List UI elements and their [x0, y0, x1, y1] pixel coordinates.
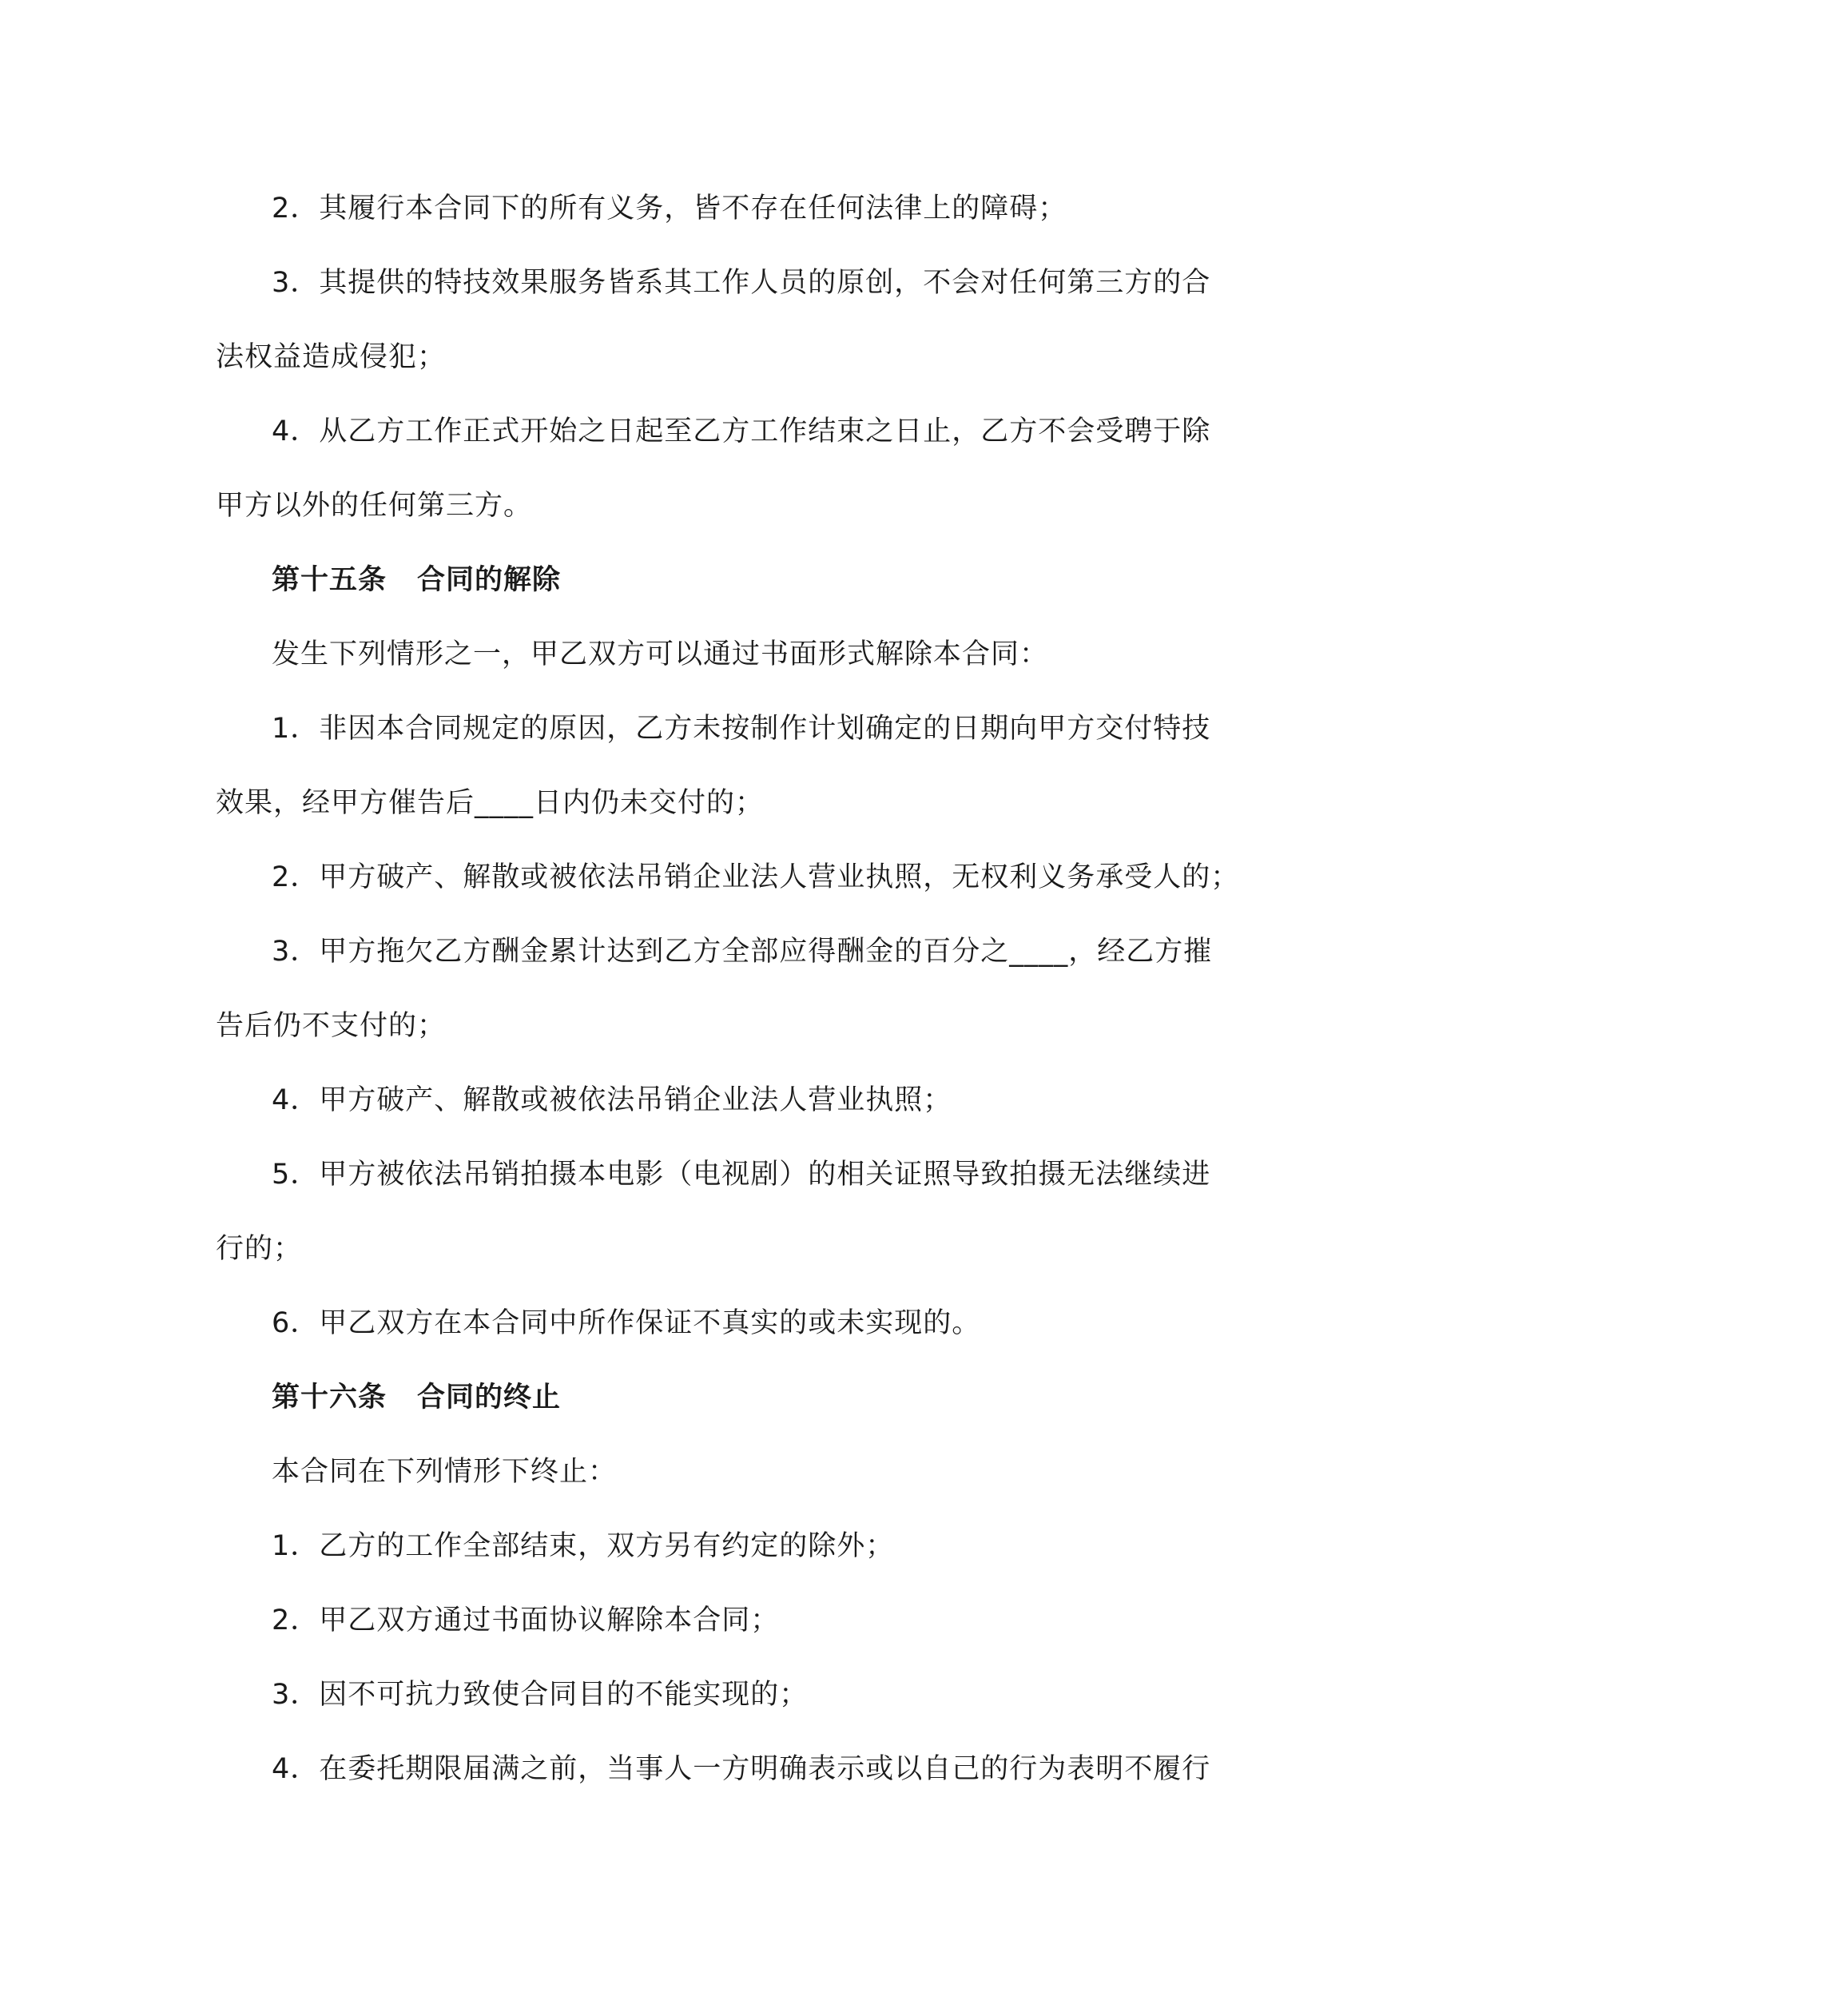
document-body: [216, 181, 1240, 1815]
paragraph-line: 5．甲方被依法吊销拍摄本电影（电视剧）的相关证照导致拍摄无法继续进: [272, 1159, 1211, 1191]
paragraph-continuation: 法权益造成侵犯；: [216, 341, 447, 373]
paragraph-line: 4．甲方破产、解散或被依法吊销企业法人营业执照；: [272, 1084, 952, 1116]
paragraph-line: 3．因不可抗力致使合同目的不能实现的；: [272, 1679, 809, 1711]
paragraph-line: 2．其履行本合同下的所有义务，皆不存在任何法律上的障碍；: [272, 193, 1067, 225]
article-number: 第十五条: [272, 564, 387, 596]
paragraph-line: 4．在委托期限届满之前，当事人一方明确表示或以自己的行为表明不履行: [272, 1753, 1211, 1785]
paragraph-line: 发生下列情形之一，甲乙双方可以通过书面形式解除本合同：: [272, 638, 1049, 670]
paragraph-line: 1．乙方的工作全部结束，双方另有约定的除外；: [272, 1530, 895, 1562]
article-number: 第十六条: [272, 1382, 387, 1414]
paragraph-line: 本合同在下列情形下终止：: [272, 1456, 618, 1488]
paragraph-continuation: 效果，经甲方催告后____日内仍未交付的；: [216, 787, 765, 819]
paragraph-line: 1．非因本合同规定的原因，乙方未按制作计划确定的日期向甲方交付特技: [272, 713, 1211, 745]
article-heading: [216, 1370, 1206, 1444]
paragraph-line: 2．甲乙双方通过书面协议解除本合同；: [272, 1604, 780, 1636]
paragraph-line: 6．甲乙双方在本合同中所作保证不真实的或未实现的。: [272, 1307, 981, 1339]
paragraph-line: 3．甲方拖欠乙方酬金累计达到乙方全部应得酬金的百分之____，经乙方摧: [272, 936, 1213, 968]
article-heading: [216, 552, 1206, 626]
paragraph-continuation: 行的；: [216, 1233, 303, 1265]
paragraph-line: 3．其提供的特技效果服务皆系其工作人员的原创，不会对任何第三方的合: [272, 267, 1211, 299]
article-title: 合同的解除: [417, 564, 562, 596]
article-title: 合同的终止: [417, 1382, 562, 1414]
paragraph-continuation: 告后仍不支付的；: [216, 1010, 447, 1042]
paragraph-line: 2．甲方破产、解散或被依法吊销企业法人营业执照，无权利义务承受人的；: [272, 861, 1240, 893]
paragraph-continuation: 甲方以外的任何第三方。: [216, 490, 533, 522]
paragraph-line: 4．从乙方工作正式开始之日起至乙方工作结束之日止，乙方不会受聘于除: [272, 416, 1211, 447]
